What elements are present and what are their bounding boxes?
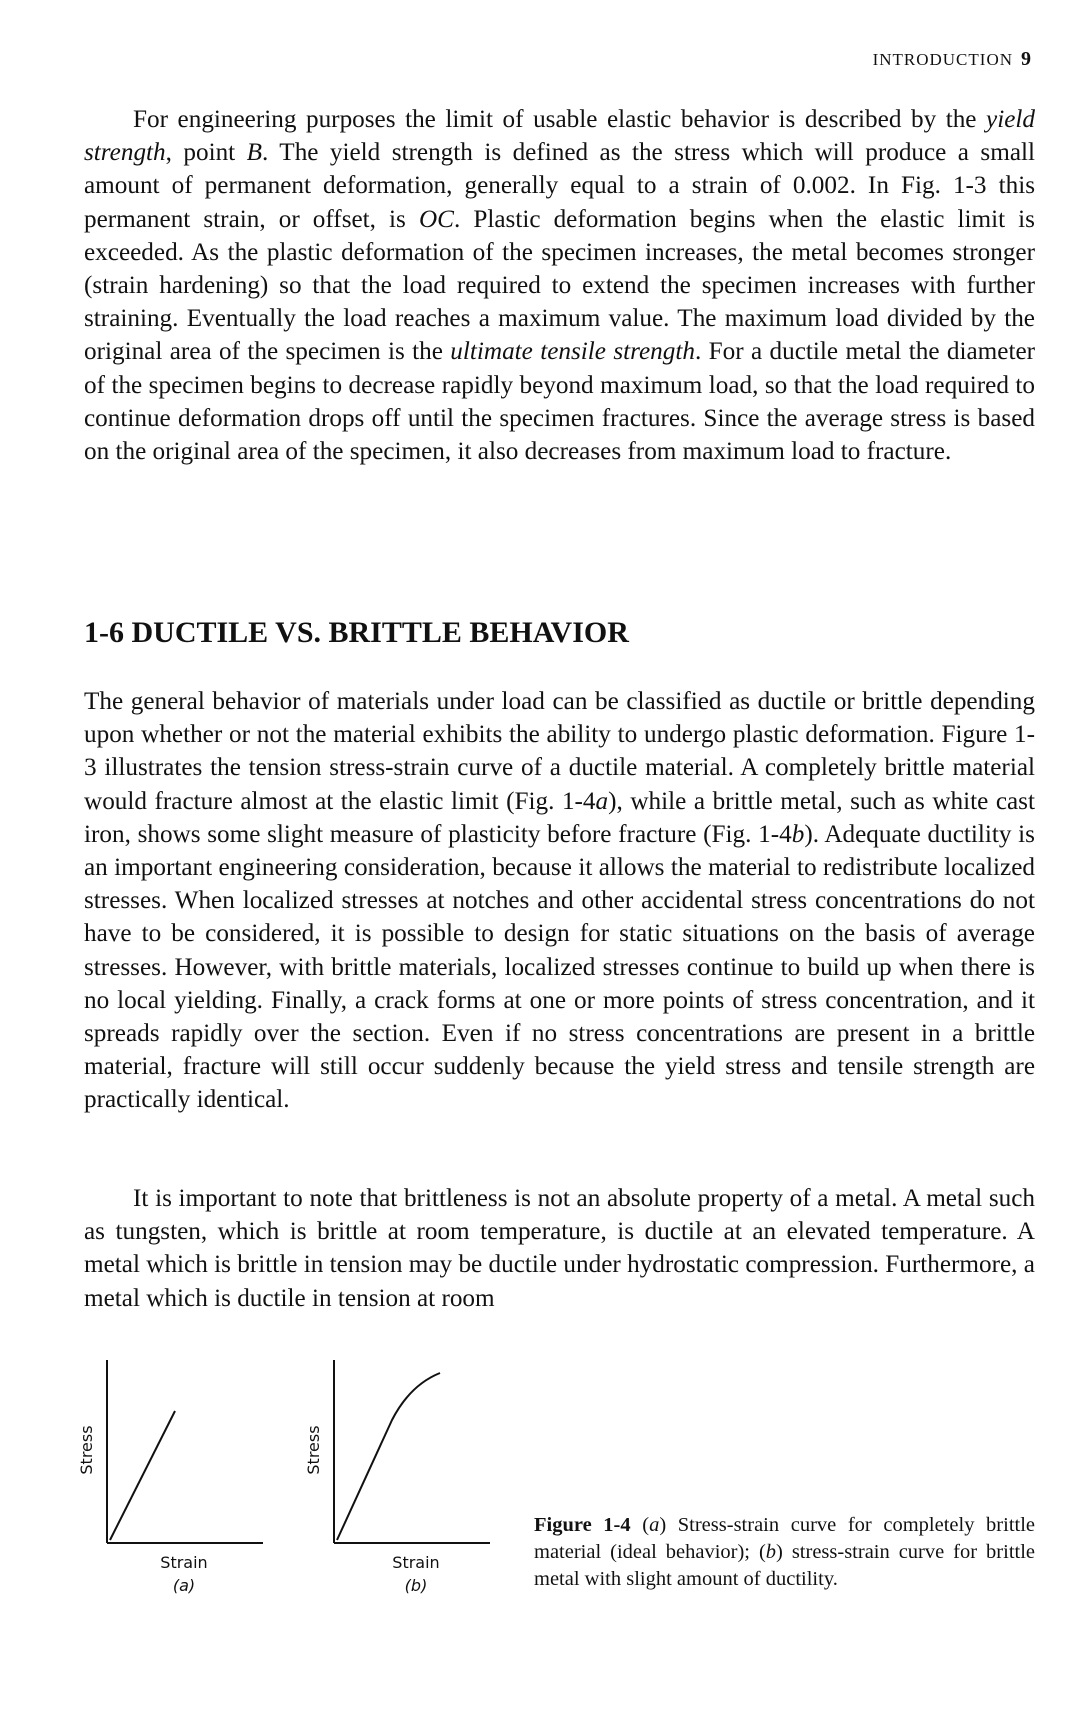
panel-a-x-label: Strain xyxy=(160,1553,208,1572)
italic-term: a xyxy=(649,1514,660,1536)
section-heading: 1-6 DUCTILE VS. BRITTLE BEHAVIOR xyxy=(84,616,629,649)
italic-term: b xyxy=(765,1541,777,1563)
paragraph-yield-strength: For engineering purposes the limit of usable elastic behavior is described by the yield strength, point B. The yield strength is defined as the stress which will produce a small amount of permanent deformation, generally equal to a strain of 0.002. In Fig. 1-3 this permanent strain, or offset, is OC. Plastic deformation begins when the elastic limit is exceeded. As the plastic deformation of the specimen increases, the metal becomes stronger (strain hardening) so that the load required to extend the specimen increases with further straining. Eventually the load reaches a maximum value. The maximum load divided by the original area of the specimen is the ultimate tensile strength. For a ductile metal the diameter of the specimen begins to decrease rapidly beyond maximum load, so that the load required to continue deformation drops off until the specimen fractures. Since the average stress is based on the original area of the specimen, it also decreases from maximum load to fracture. xyxy=(84,106,1036,466)
panel-b-tag: (b) xyxy=(404,1576,428,1595)
panel-a-tag: (a) xyxy=(172,1576,196,1595)
panel-a-y-label: Stress xyxy=(77,1425,96,1475)
italic-term: ultimate tensile strength xyxy=(450,338,695,366)
panel-b-x-label: Strain xyxy=(392,1553,440,1572)
page-number: 9 xyxy=(1021,48,1032,70)
panel-b-y-label: Stress xyxy=(304,1425,323,1475)
section-title: INTRODUCTION xyxy=(872,50,1013,69)
figure-caption-text: (a) Stress-strain curve for completely brittle material (ideal behavior); (b) stress-strain curve for brittle metal with slight amount of ductility. xyxy=(534,1514,1036,1590)
figure-caption xyxy=(534,1512,1035,1593)
italic-term: b xyxy=(791,820,805,848)
figure-caption-label: Figure 1-4 xyxy=(534,1514,631,1536)
italic-term: B xyxy=(246,139,263,167)
paragraph-ductile-brittle: The general behavior of materials under load can be classified as ductile or brittle depending upon whether or not the material exhibits the ability to undergo plastic deformation. Figure 1-3 illustrates the tension stress-strain curve of a ductile material. A completely brittle material would fracture almost at the elastic limit (Fig. 1-4a), while a brittle metal, such as white cast iron, shows some slight measure of plasticity before fracture (Fig. 1-4b). Adequate ductility is an important engineering consideration, because it allows the material to redistribute localized stresses. When localized stresses at notches and other accidental stress concentrations do not have to be considered, it is possible to design for static situations on the basis of average stresses. However, with brittle materials, localized stresses continue to build up when there is no local yielding. Finally, a crack forms at one or more points of stress concentration, and it spreads rapidly over the section. Even if no stress concentrations are present in a brittle material, fracture will still occur suddenly because the yield stress and tensile strength are practically identical. xyxy=(84,688,1035,1114)
figure-panel-b xyxy=(304,1360,490,1595)
figure-1-4 xyxy=(0,1340,1080,1640)
paragraph-brittleness: It is important to note that brittleness is not an absolute property of a metal. A metal such as tungsten, which is brittle at room temperature, is ductile at an elevated temperature. A metal which is brittle in tension may be ductile under hydrostatic compression. Furthermore, a metal which is ductile in tension at room xyxy=(84,1185,1035,1312)
running-head xyxy=(873,48,1032,71)
panel-a-curve xyxy=(110,1411,175,1540)
figure-panel-a xyxy=(77,1360,263,1595)
italic-term: OC xyxy=(418,205,454,233)
italic-term: a xyxy=(595,787,609,815)
italic-term: yield strength xyxy=(84,106,1035,167)
panel-b-curve xyxy=(337,1373,440,1540)
